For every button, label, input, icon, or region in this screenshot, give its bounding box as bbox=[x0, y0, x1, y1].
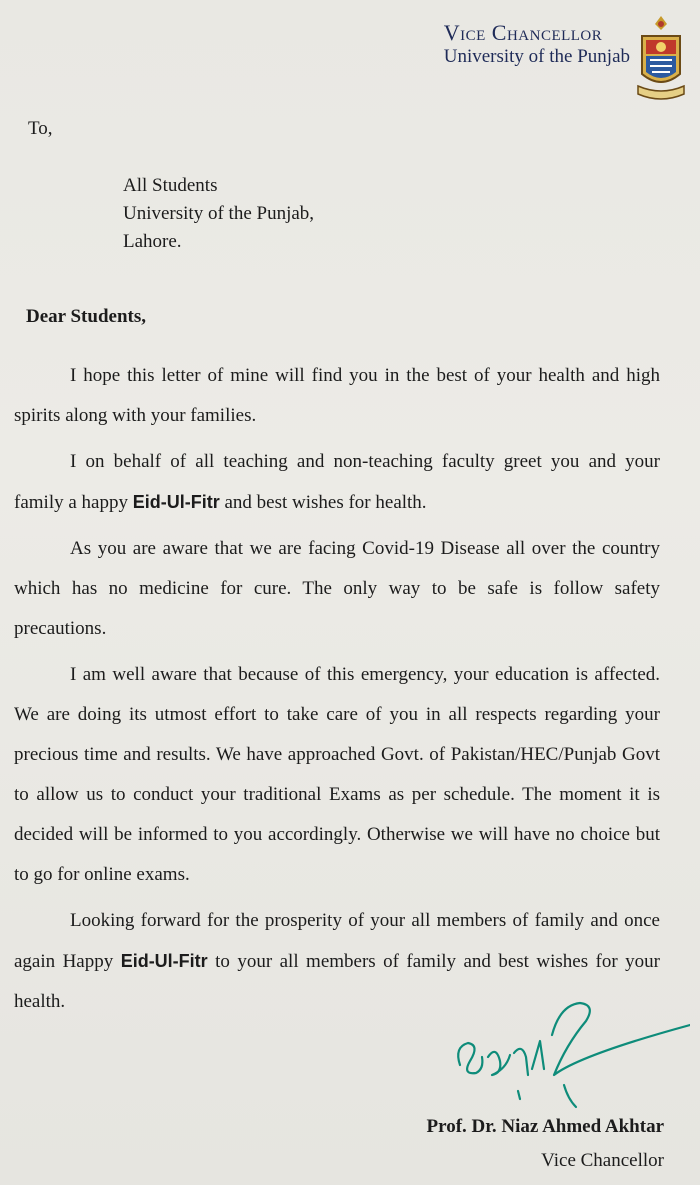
letter-body bbox=[14, 356, 660, 1028]
address-line: All Students bbox=[123, 175, 218, 196]
paragraph: Looking forward for the prosperity of your all members of family and once again Happy Eid-Ul-Fitr to your all members of family and best wishes for your health. bbox=[14, 910, 660, 1012]
paragraph: I hope this letter of mine will find you in the best of your health and high spirits along with your families. bbox=[14, 365, 660, 426]
salutation: Dear Students, bbox=[26, 306, 146, 327]
university-crest-icon bbox=[634, 14, 688, 104]
holiday-name: Eid-Ul-Fitr bbox=[132, 492, 220, 512]
to-label: To, bbox=[28, 118, 53, 139]
address-line: Lahore. bbox=[123, 231, 182, 252]
letterhead-title: Vice Chancellor bbox=[443, 20, 603, 45]
address-line: University of the Punjab, bbox=[123, 203, 315, 224]
recipient-address bbox=[123, 172, 314, 256]
signer-role: Vice Chancellor bbox=[541, 1150, 664, 1171]
paragraph: I on behalf of all teaching and non-teaching faculty greet you and your family a happy Eid-Ul-Fitr and best wishes for health. bbox=[14, 451, 660, 513]
holiday-name: Eid-Ul-Fitr bbox=[120, 951, 208, 971]
paragraph: I am well aware that because of this emergency, your education is affected. We are doing its utmost effort to take care of you in all respects regarding your precious time and results. We have approached Govt. of Pakistan/HEC/Punjab Govt to allow us to conduct your traditional Exams as per schedule. The moment it is decided will be informed to you accordingly. Otherwise we will have no choice but to go for online exams. bbox=[14, 664, 660, 885]
paragraph: As you are aware that we are facing Covid-19 Disease all over the country which has no medicine for cure. The only way to be safe is follow safety precautions. bbox=[14, 538, 660, 639]
handwritten-signature bbox=[440, 995, 690, 1115]
letterhead bbox=[444, 20, 630, 68]
letterhead-subtitle: University of the Punjab bbox=[443, 46, 630, 67]
signer-name: Prof. Dr. Niaz Ahmed Akhtar bbox=[426, 1116, 664, 1137]
